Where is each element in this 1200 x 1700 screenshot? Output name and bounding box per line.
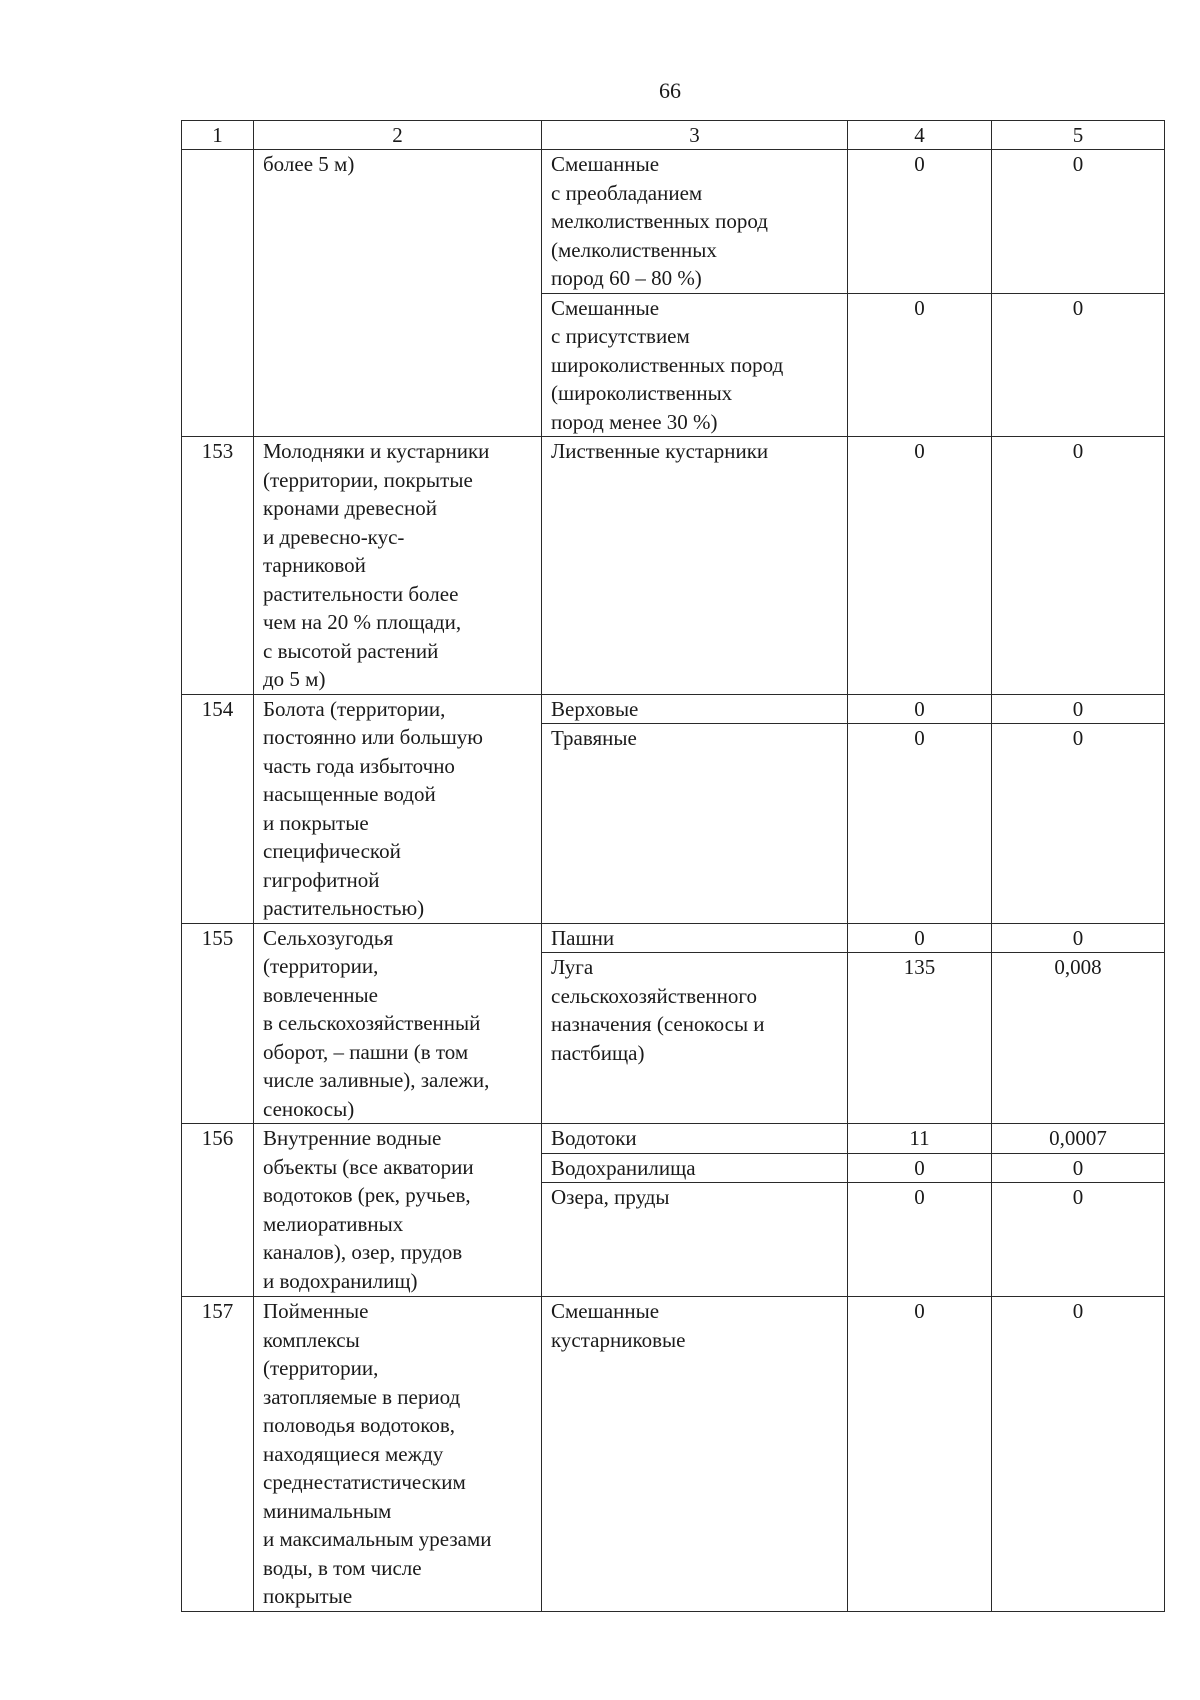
vegetation-type: Смешанные кустарниковые <box>542 1297 848 1612</box>
column-5-value: 0 <box>992 150 1165 294</box>
vegetation-type: Пашни <box>542 923 848 953</box>
table-row <box>182 694 1165 724</box>
row-number-cell <box>182 150 254 437</box>
vegetation-type: Водотоки <box>542 1124 848 1154</box>
column-header: 1 <box>182 121 254 150</box>
column-5-value: 0 <box>992 1153 1165 1183</box>
table-row <box>182 1297 1165 1612</box>
column-5-value: 0 <box>992 293 1165 437</box>
row-number: 154 <box>182 694 254 923</box>
row-description: Болота (территории, постоянно или большую часть года избыточно насыщенные водой и покрытые специфической гигрофитной растительностью) <box>254 694 542 923</box>
vegetation-type: Луга сельскохозяйственного назначения (сенокосы и пастбища) <box>542 953 848 1124</box>
vegetation-type: Лиственные кустарники <box>542 437 848 695</box>
row-number: 157 <box>182 1297 254 1612</box>
column-4-value: 0 <box>848 724 992 923</box>
vegetation-type: Смешанные с преобладанием мелколиственных пород (мелколиственных пород 60 – 80 %) <box>542 150 848 294</box>
column-4-value: 0 <box>848 1297 992 1612</box>
data-table <box>181 120 1165 1612</box>
column-4-value: 0 <box>848 694 992 724</box>
vegetation-type: Верховые <box>542 694 848 724</box>
column-header: 4 <box>848 121 992 150</box>
column-4-value: 11 <box>848 1124 992 1154</box>
column-4-value: 0 <box>848 1153 992 1183</box>
column-5-value: 0,008 <box>992 953 1165 1124</box>
row-description: Молодняки и кустарники (территории, покрытые кронами древесной и древесно-кус- тарниковой растительности более чем на 20 % площади, с высотой растений до 5 м) <box>254 437 542 695</box>
column-5-value: 0 <box>992 1297 1165 1612</box>
column-header: 5 <box>992 121 1165 150</box>
table-header-row <box>182 121 1165 150</box>
row-description: более 5 м) <box>254 150 542 437</box>
column-4-value: 0 <box>848 293 992 437</box>
vegetation-type: Озера, пруды <box>542 1183 848 1297</box>
column-5-value: 0,0007 <box>992 1124 1165 1154</box>
column-4-value: 0 <box>848 1183 992 1297</box>
column-4-value: 0 <box>848 150 992 294</box>
vegetation-type: Травяные <box>542 724 848 923</box>
table-row <box>182 150 1165 294</box>
column-5-value: 0 <box>992 923 1165 953</box>
column-5-value: 0 <box>992 437 1165 695</box>
row-number: 153 <box>182 437 254 695</box>
page-number: 66 <box>659 78 681 103</box>
row-description: Внутренние водные объекты (все акватории водотоков (рек, ручьев, мелиоративных каналов), озер, прудов и водохранилищ) <box>254 1124 542 1297</box>
table-row <box>182 923 1165 953</box>
column-5-value: 0 <box>992 694 1165 724</box>
row-description: Сельхозугодья (территории, вовлеченные в сельскохозяйственный оборот, – пашни (в том числе заливные), залежи, сенокосы) <box>254 923 542 1124</box>
column-4-value: 0 <box>848 923 992 953</box>
column-header: 2 <box>254 121 542 150</box>
row-description: Пойменные комплексы (территории, затопляемые в период половодья водотоков, находящиеся между среднестатистическим минимальным и максимальным урезами воды, в том числе покрытые <box>254 1297 542 1612</box>
column-4-value: 135 <box>848 953 992 1124</box>
column-5-value: 0 <box>992 1183 1165 1297</box>
vegetation-type: Смешанные с присутствием широколиственных пород (широколиственных пород менее 30 %) <box>542 293 848 437</box>
column-4-value: 0 <box>848 437 992 695</box>
table-row <box>182 437 1165 695</box>
vegetation-type: Водохранилища <box>542 1153 848 1183</box>
row-number: 156 <box>182 1124 254 1297</box>
table-row <box>182 1124 1165 1154</box>
row-number: 155 <box>182 923 254 1124</box>
column-5-value: 0 <box>992 724 1165 923</box>
column-header: 3 <box>542 121 848 150</box>
